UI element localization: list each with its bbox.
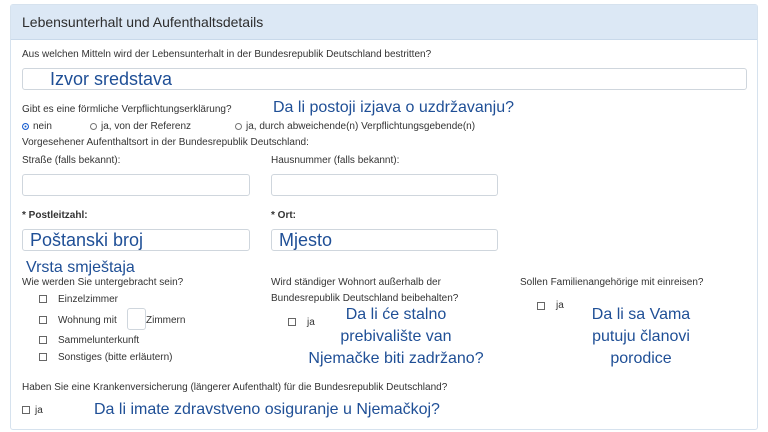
city-label: * Ort: [271,210,296,221]
checkbox-einzelzimmer[interactable] [39,295,47,303]
commitment-option-abweichend[interactable]: ja, durch abweichende(n) Verpflichtungsgebende(n) [235,121,475,132]
option-zimmern: Zimmern [146,315,186,326]
commitment-option-nein[interactable]: nein [22,121,52,132]
accommodation-annotation: Vrsta smještaja [26,259,135,276]
postcode-annotation: Poštanski broj [30,230,144,250]
residence-annotation-line2: prebivalište van [340,328,452,345]
family-annotation-line3: porodice [610,350,672,367]
commitment-annotation: Da li postoji izjava o uzdržavanju? [273,99,515,116]
street-label: Straße (falls bekannt): [22,155,121,166]
postcode-label: * Postleitzahl: [22,210,88,221]
radio-icon [90,123,97,130]
family-question: Sollen Familienangehörige mit einreisen? [520,277,704,288]
insurance-option-ja: ja [35,405,43,416]
checkbox-family-ja[interactable] [537,302,545,310]
commitment-question: Gibt es eine förmliche Verpflichtungserklärung? [22,104,232,115]
panel-header [11,5,757,40]
family-option-ja: ja [556,300,564,311]
residence-question-line1: Wird ständiger Wohnort außerhalb der [271,277,441,288]
funding-annotation: Izvor sredstava [50,69,173,89]
funding-question: Aus welchen Mitteln wird der Lebensunterhalt in der Bundesrepublik Deutschland bestritten? [22,49,432,60]
rooms-count-input[interactable] [127,308,146,330]
radio-selected-icon [22,123,29,130]
checkbox-residence-ja[interactable] [288,318,296,326]
address-heading: Vorgesehener Aufenthaltsort in der Bundesrepublik Deutschland: [22,137,309,148]
checkbox-wohnung[interactable] [39,316,47,324]
option-sonstiges: Sonstiges (bitte erläutern) [58,352,173,363]
residence-annotation-line1: Da li će stalno [345,306,447,323]
residence-annotation-line3: Njemačke biti zadržano? [308,350,484,367]
house-number-input[interactable] [271,174,498,196]
insurance-annotation: Da li imate zdravstveno osiguranje u Njemačkoj? [94,401,440,418]
option-einzelzimmer: Einzelzimmer [58,294,119,305]
street-input[interactable] [22,174,250,196]
commitment-option-referenz[interactable]: ja, von der Referenz [90,121,191,132]
checkbox-insurance-ja[interactable] [22,406,30,414]
house-number-label: Hausnummer (falls bekannt): [271,155,400,166]
accommodation-question: Wie werden Sie untergebracht sein? [22,277,184,288]
family-annotation-line1: Da li sa Vama [591,306,691,323]
checkbox-sammelunterkunft[interactable] [39,336,47,344]
city-annotation: Mjesto [279,230,333,250]
checkbox-sonstiges[interactable] [39,353,47,361]
residence-option-ja: ja [307,317,315,328]
radio-icon [235,123,242,130]
insurance-question: Haben Sie eine Krankenversicherung (längerer Aufenthalt) für die Bundesrepublik Deutschland? [22,382,448,393]
option-sammelunterkunft: Sammelunterkunft [58,335,140,346]
family-annotation-line2: putuju članovi [592,328,690,345]
option-wohnung: Wohnung mit [58,315,117,326]
panel-title: Lebensunterhalt und Aufenthaltsdetails [22,14,264,30]
residence-question-line2: Bundesrepublik Deutschland beibehalten? [271,293,459,304]
